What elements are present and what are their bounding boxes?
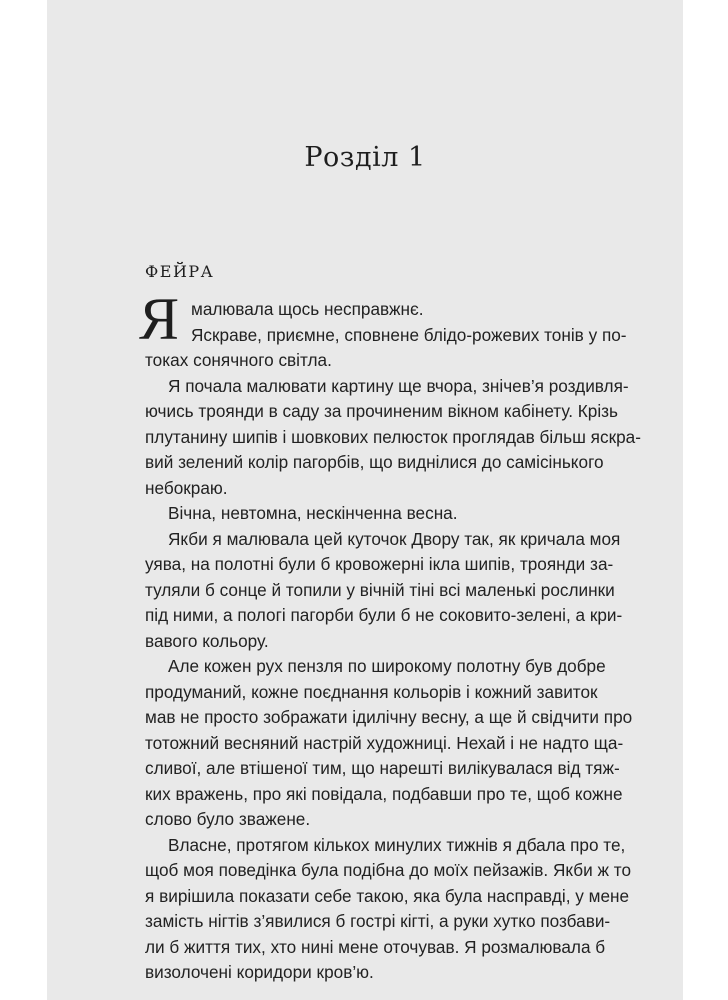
text-line: Я почала малювати картину ще вчора, знічев’я роздивля- xyxy=(168,375,629,396)
text-line: ких вражень, про які повідала, подбавши про те, щоб кожне xyxy=(145,783,623,804)
drop-cap: Я xyxy=(139,286,180,352)
chapter-title: Розділ 1 xyxy=(304,142,426,173)
text-line: туляли б сонце й топили у вічній тіні всі маленькі рослинки xyxy=(145,579,615,600)
book-page xyxy=(47,0,683,1000)
body-text xyxy=(139,286,641,986)
text-line: замість нігтів з’явилися б гострі кігті, а руки хутко позбави- xyxy=(145,911,611,931)
text-line: Власне, протягом кількох минулих тижнів я дбала про те, xyxy=(168,834,626,855)
text-line: небокраю. xyxy=(145,477,228,498)
section-heading: ФЕЙРА xyxy=(145,262,215,281)
text-line: продуманий, кожне поєднання кольорів і кожний завиток xyxy=(145,681,598,702)
text-line: слово було зважене. xyxy=(145,809,311,829)
text-line: тотожний весняний настрій художниці. Нехай і не надто ща- xyxy=(145,732,624,753)
text-line: Яскраве, приємне, сповнене блідо-рожевих тонів у по- xyxy=(191,324,627,345)
text-line: щоб моя поведінка була подібна до моїх пейзажів. Якби ж то xyxy=(145,860,632,880)
text-line: Але кожен рух пензля по широкому полотну був добре xyxy=(168,656,606,676)
text-line: мав не просто зображати ідилічну весну, а ще й свідчити про xyxy=(145,707,633,727)
text-line: вий зелений колір пагорбів, що виднілися до самісінького xyxy=(145,452,604,472)
text-line: малювала щось несправжнє. xyxy=(191,299,424,319)
text-line: Вічна, невтомна, нескінченна весна. xyxy=(168,503,458,523)
text-line: вавого кольору. xyxy=(145,630,269,651)
text-line: Якби я малювала цей куточок Двору так, як кричала моя xyxy=(168,528,621,549)
text-line: визолочені коридори кров’ю. xyxy=(145,962,374,982)
text-line: ли б життя тих, хто нині мене оточував. Я розмалювала б xyxy=(145,936,606,957)
text-line: я вирішила показати себе такою, яка була насправді, у мене xyxy=(145,885,630,906)
text-line: під ними, а пологі пагорби були б не соковито-зелені, а кри- xyxy=(145,605,623,625)
text-line: ючись троянди в саду за прочиненим вікном кабінету. Крізь xyxy=(145,401,619,421)
text-line: плутанину шипів і шовкових пелюсток проглядав більш яскра- xyxy=(145,426,641,447)
text-line: токах сонячного світла. xyxy=(145,350,332,370)
text-line: сливої, але втішеної тим, що нарешті вилікувалася від тяж- xyxy=(145,758,620,778)
text-line: уява, на полотні були б кровожерні ікла шипів, троянди за- xyxy=(145,554,614,574)
